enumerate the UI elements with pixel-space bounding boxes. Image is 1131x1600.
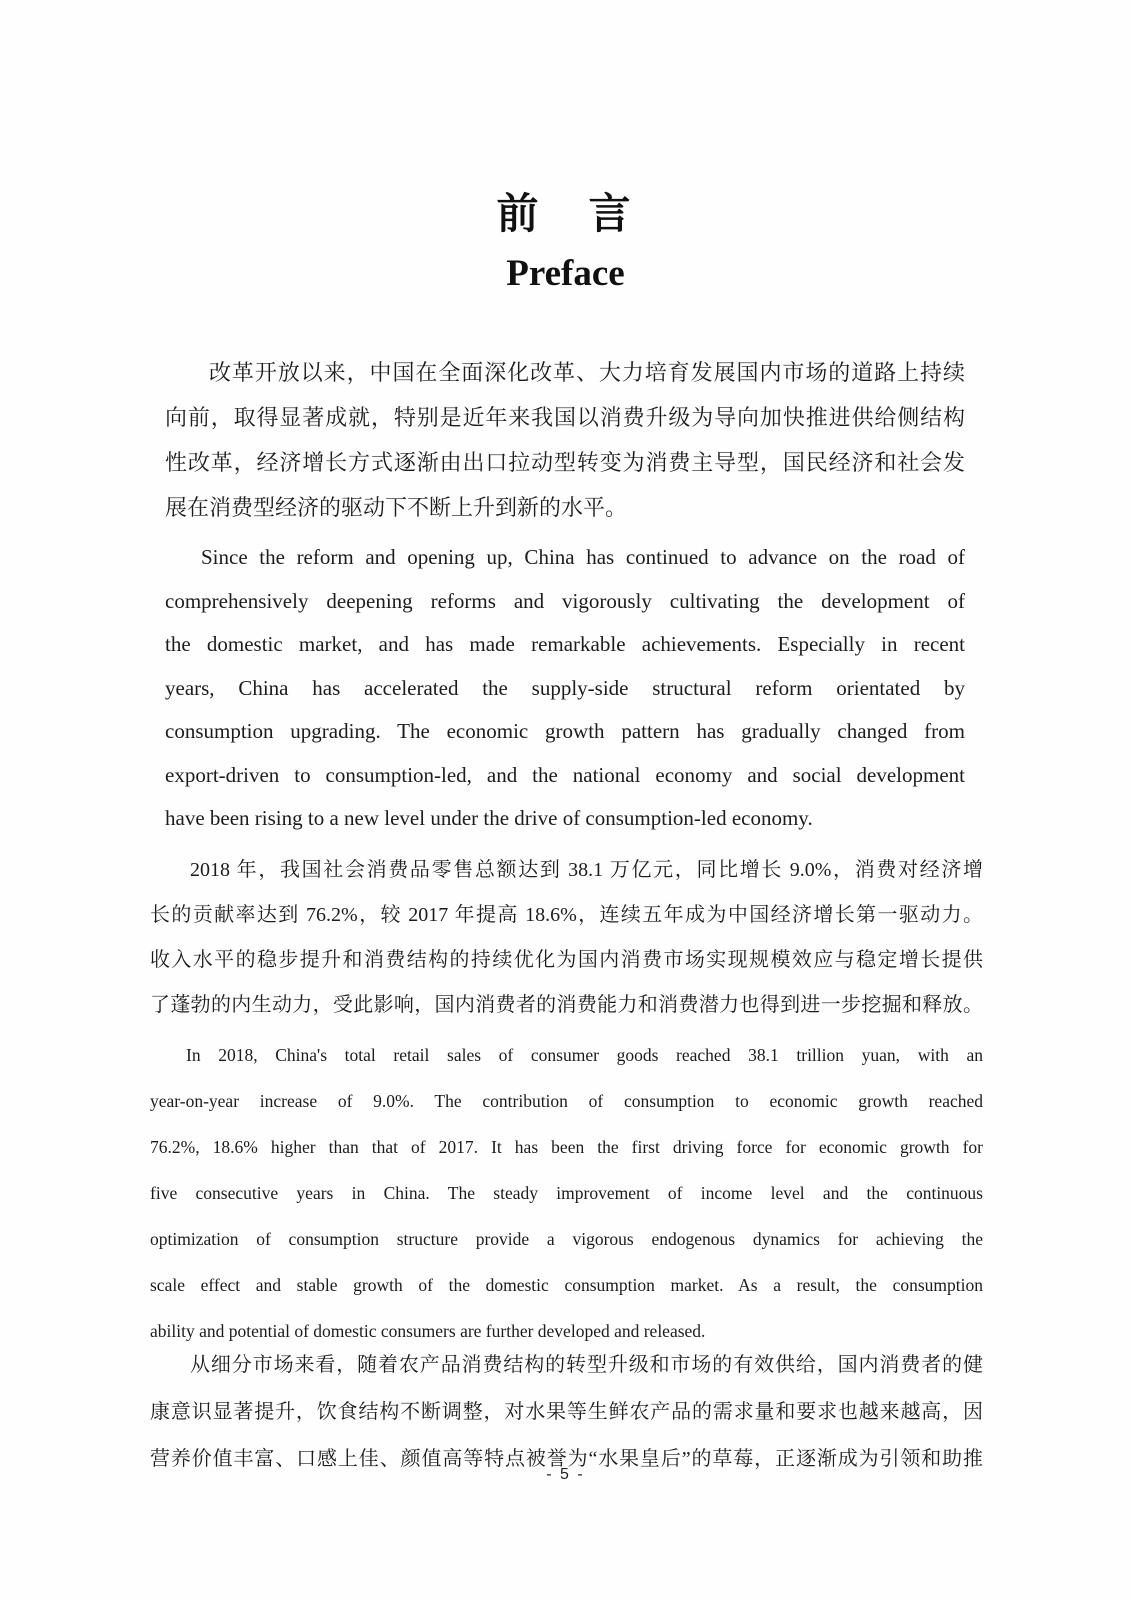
paragraph-chinese-1 <box>165 350 965 530</box>
text-line: optimization of consumption structure provide a vigorous endogenous dynamics for achieving the <box>150 1229 983 1249</box>
text-line: In 2018, China's total retail sales of consumer goods reached 38.1 trillion yuan, with an <box>186 1045 983 1065</box>
page-title-english: Preface <box>506 253 625 294</box>
text-line: 展在消费型经济的驱动下不断上升到新的水平。 <box>165 495 628 520</box>
text-line: ability and potential of domestic consumers are further developed and released. <box>150 1321 706 1341</box>
text-line: 了蓬勃的内生动力，受此影响，国内消费者的消费能力和消费潜力也得到进一步挖掘和释放。 <box>150 994 983 1016</box>
text-line: 2018 年，我国社会消费品零售总额达到 38.1 万亿元，同比增长 9.0%，消费对经济增 <box>190 859 983 881</box>
page-number: - 5 - <box>546 1466 585 1483</box>
text-line: have been rising to a new level under the drive of consumption-led economy. <box>165 806 813 830</box>
paragraph-chinese-2 <box>150 848 983 1028</box>
text-line: year-on-year increase of 9.0%. The contribution of consumption to economic growth reached <box>150 1091 983 1111</box>
text-line: 长的贡献率达到 76.2%，较 2017 年提高 18.6%，连续五年成为中国经济增长第一驱动力。 <box>150 904 983 926</box>
text-line: 从细分市场来看，随着农产品消费结构的转型升级和市场的有效供给，国内消费者的健 <box>190 1354 983 1376</box>
text-line: Since the reform and opening up, China has continued to advance on the road of <box>201 545 965 569</box>
text-line: 康意识显著提升，饮食结构不断调整，对水果等生鲜农产品的需求量和要求也越来越高，因 <box>150 1401 983 1423</box>
text-line: 向前，取得显著成就，特别是近年来我国以消费升级为导向加快推进供给侧结构 <box>165 405 965 430</box>
text-line: scale effect and stable growth of the domestic consumption market. As a result, the consumption <box>150 1275 983 1295</box>
text-line: 营养价值丰富、口感上佳、颜值高等特点被誉为“水果皇后”的草莓，正逐渐成为引领和助推 <box>150 1448 983 1470</box>
text-line: 性改革，经济增长方式逐渐由出口拉动型转变为消费主导型，国民经济和社会发 <box>165 450 965 475</box>
text-line: 76.2%, 18.6% higher than that of 2017. It has been the first driving force for economic growth for <box>150 1137 983 1157</box>
text-line: 收入水平的稳步提升和消费结构的持续优化为国内消费市场实现规模效应与稳定增长提供 <box>150 949 983 971</box>
text-line: the domestic market, and has made remarkable achievements. Especially in recent <box>165 632 965 656</box>
text-line: years, China has accelerated the supply-side structural reform orientated by <box>165 675 965 700</box>
page-title-chinese: 前 言 <box>496 192 635 238</box>
paragraph-chinese-3 <box>150 1342 983 1483</box>
text-line: export-driven to consumption-led, and the national economy and social development <box>165 762 965 787</box>
paragraph-english-1 <box>165 536 965 841</box>
paragraph-english-2 <box>150 1032 983 1354</box>
text-line: comprehensively deepening reforms and vigorously cultivating the development of <box>165 588 965 613</box>
text-line: 改革开放以来，中国在全面深化改革、大力培育发展国内市场的道路上持续 <box>209 360 965 385</box>
text-line: consumption upgrading. The economic growth pattern has gradually changed from <box>165 719 965 743</box>
text-line: five consecutive years in China. The steady improvement of income level and the continuous <box>150 1183 983 1203</box>
